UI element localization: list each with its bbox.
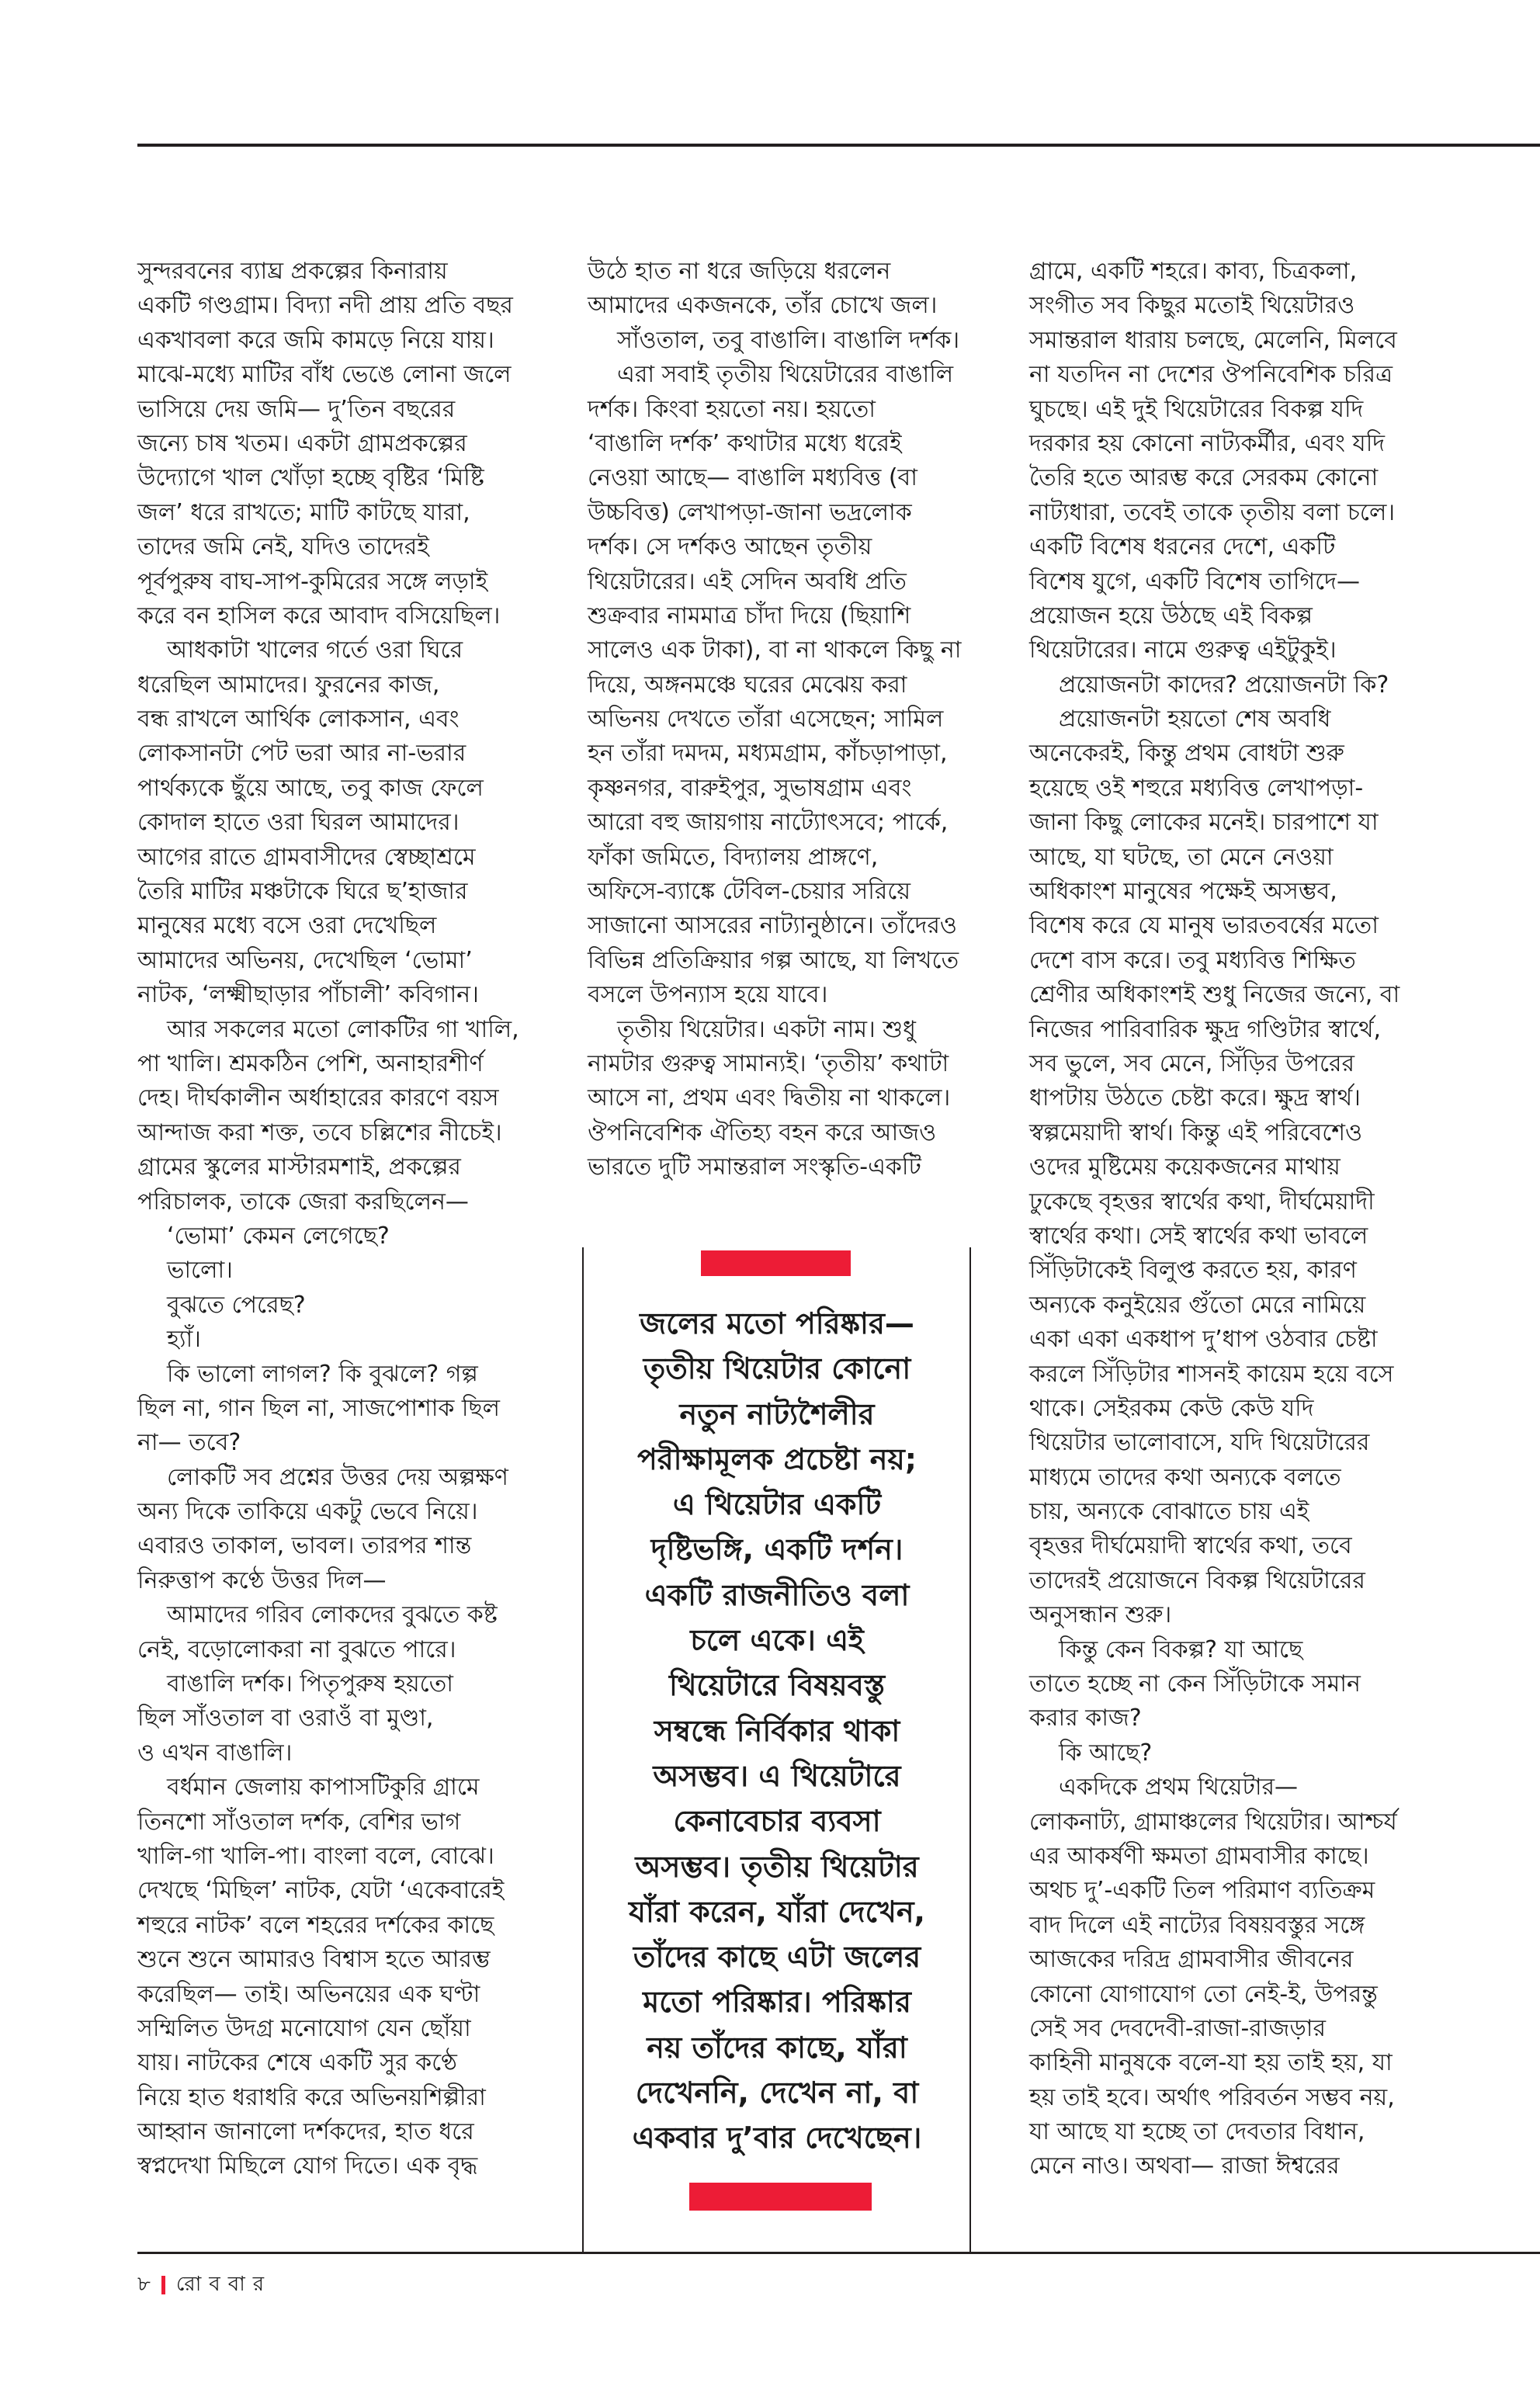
text-line: অন্যকে কনুইয়ের গুঁতো মেরে নামিয়ে — [1029, 1291, 1366, 1319]
text-line: অফিসে-ব্যাঙ্কে টেবিল-চেয়ার সরিয়ে — [588, 878, 911, 906]
text-line: ভাসিয়ে দেয় জমি— দু’তিন বছরের — [137, 395, 456, 423]
footer-red-separator — [161, 2276, 165, 2294]
text-line: বুঝতে পেরেছ? — [167, 1291, 306, 1319]
top-rule — [137, 144, 1540, 147]
text-line: অনেকেরই, কিন্তু প্রথম বোধটা শুরু — [1029, 740, 1344, 768]
text-line: নাটক, ‘লক্ষ্মীছাড়ার পাঁচালী’ কবিগান। — [137, 981, 479, 1009]
text-line: একা একা একধাপ দু’ধাপ ওঠবার চেষ্টা — [1029, 1326, 1378, 1354]
text-line: না যতদিন না দেশের ঔপনিবেশিক চরিত্র — [1029, 361, 1393, 389]
pull-quote-line: মতো পরিষ্কার। পরিষ্কার — [643, 1985, 911, 2020]
text-line: সাজানো আসরের নাট্যানুষ্ঠানে। তাঁদেরও — [588, 912, 957, 940]
text-line: স্বল্পমেয়াদী স্বার্থ। কিন্তু এই পরিবেশেও — [1029, 1118, 1363, 1146]
text-line: থাকে। সেইরকম কেউ কেউ যদি — [1029, 1394, 1314, 1422]
text-line: খালি-গা খালি-পা। বাংলা বলে, বোঝে। — [137, 1842, 494, 1870]
text-line: লোকটি সব প্রশ্নের উত্তর দেয় অল্পক্ষণ — [167, 1463, 508, 1491]
text-line: শ্রেণীর অধিকাংশই শুধু নিজের জন্যে, বা — [1029, 981, 1400, 1009]
text-line: একদিকে প্রথম থিয়েটার— — [1059, 1774, 1299, 1802]
text-line: এবারও তাকাল, ভাবল। তারপর শান্ত — [137, 1532, 472, 1560]
text-line: একখাবলা করে জমি কামড়ে নিয়ে যায়। — [137, 326, 494, 354]
text-line: কি আছে? — [1059, 1739, 1153, 1767]
text-line: তাদেরই প্রয়োজনে বিকল্প থিয়েটারের — [1029, 1566, 1365, 1594]
text-line: করেছিল— তাই। অভিনয়ের এক ঘণ্টা — [137, 1980, 480, 2008]
pull-quote-line: একবার দু’বার দেখেছেন। — [632, 2121, 922, 2155]
text-line: শুক্রবার নামমাত্র চাঁদা দিয়ে (ছিয়াশি — [588, 602, 911, 629]
text-line: লোকনাট্য, গ্রামাঞ্চলের থিয়েটার। আশ্চর্য — [1029, 1808, 1397, 1836]
text-line: বিশেষ করে যে মানুষ ভারতবর্ষের মতো — [1029, 912, 1379, 940]
text-line: বিশেষ যুগে, একটি বিশেষ তাগিদে— — [1029, 567, 1360, 595]
text-line: ‘বাঙালি দর্শক’ কথাটার মধ্যে ধরেই — [588, 429, 902, 457]
text-line: ছিল সাঁওতাল বা ওরাওঁ বা মুণ্ডা, — [137, 1705, 434, 1732]
text-line: মাঝে-মধ্যে মাটির বাঁধ ভেঙে লোনা জলে — [137, 361, 512, 389]
text-line: বর্ধমান জেলায় কাপাসটিকুরি গ্রামে — [167, 1774, 480, 1802]
pull-quote-line: নয় তাঁদের কাছে, যাঁরা — [647, 2030, 907, 2065]
text-line: আসে না, প্রথম এবং দ্বিতীয় না থাকলে। — [588, 1084, 951, 1112]
text-line: কৃষ্ণনগর, বারুইপুর, সুভাষগ্রাম এবং — [588, 774, 912, 802]
pull-quote-line: দৃষ্টিভঙ্গি, একটি দর্শন। — [650, 1532, 904, 1567]
text-line: প্রয়োজন হয়ে উঠছে এই বিকল্প — [1029, 602, 1313, 629]
text-line: লোকসানটা পেট ভরা আর না-ভরার — [137, 740, 467, 768]
text-line: সালেও এক টাকা), বা না থাকলে কিছু না — [588, 636, 962, 664]
text-line: আন্দাজ করা শক্ত, তবে চল্লিশের নীচেই। — [137, 1118, 502, 1146]
text-line: তাতে হচ্ছে না কেন সিঁড়িটাকে সমান — [1029, 1670, 1361, 1698]
text-line: সেই সব দেবদেবী-রাজা-রাজড়ার — [1029, 2014, 1326, 2042]
column-3 — [1029, 255, 1441, 2184]
text-line: আহ্বান জানালো দর্শকদের, হাত ধরে — [137, 2118, 474, 2146]
column-2 — [588, 255, 999, 1185]
text-line: তৈরি মাটির মঞ্চটাকে ঘিরে ছ’হাজার — [137, 878, 468, 906]
text-line: বসলে উপন্যাস হয়ে যাবে। — [588, 981, 828, 1009]
text-line: জন্যে চাষ খতম। একটা গ্রামপ্রকল্পের — [137, 429, 467, 457]
text-line: একটি বিশেষ ধরনের দেশে, একটি — [1029, 533, 1336, 561]
pull-quote-line: অসম্ভব। তৃতীয় থিয়েটার — [635, 1849, 919, 1884]
bottom-rule — [137, 2252, 1540, 2254]
text-line: আমাদের অভিনয়, দেখেছিল ‘ভোমা’ — [137, 946, 473, 974]
text-line: দেহ। দীর্ঘকালীন অর্ধাহারের কারণে বয়স — [137, 1084, 499, 1112]
text-line: থিয়েটারের। নামে গুরুত্ব এইটুকুই। — [1029, 636, 1337, 664]
text-line: সিঁড়িটাকেই বিলুপ্ত করতে হয়, কারণ — [1029, 1257, 1357, 1285]
text-line: পূর্বপুরুষ বাঘ-সাপ-কুমিরের সঙ্গে লড়াই — [137, 567, 488, 595]
text-line: সমান্তরাল ধারায় চলছে, মেলেনি, মিলবে — [1029, 326, 1397, 354]
magazine-name: রোববার — [175, 2273, 272, 2296]
text-line: নিয়ে হাত ধরাধরি করে অভিনয়শিল্পীরা — [137, 2083, 486, 2111]
text-line: নেই, বড়োলোকরা না বুঝতে পারে। — [137, 1635, 456, 1663]
text-line: স্বার্থের কথা। সেই স্বার্থের কথা ভাবলে — [1029, 1222, 1368, 1250]
page-footer — [137, 2268, 272, 2302]
text-line: পরিচালক, তাকে জেরা করছিলেন— — [137, 1188, 469, 1216]
text-line: চায়, অন্যকে বোঝাতে চায় এই — [1029, 1498, 1309, 1526]
text-line: এরা সবাই তৃতীয় থিয়েটারের বাঙালি — [617, 361, 954, 389]
pull-quote-line: থিয়েটারে বিষয়বস্তু — [668, 1668, 886, 1703]
text-line: যায়। নাটকের শেষে একটি সুর কণ্ঠে — [137, 2049, 457, 2077]
text-line: ধাপটায় উঠতে চেষ্টা করে। ক্ষুদ্র স্বার্থ। — [1029, 1084, 1361, 1112]
text-line: আমাদের গরিব লোকদের বুঝতে কষ্ট — [167, 1601, 498, 1629]
text-line: নামটার গুরুত্ব সামান্যই। ‘তৃতীয়’ কথাটা — [588, 1049, 949, 1077]
text-line: বৃহত্তর দীর্ঘমেয়াদী স্বার্থের কথা, তবে — [1029, 1532, 1352, 1560]
text-line: পার্থক্যকে ছুঁয়ে আছে, তবু কাজ ফেলে — [137, 774, 484, 802]
text-line: উদ্যোগে খাল খোঁড়া হচ্ছে বৃষ্টির ‘মিষ্টি — [137, 464, 484, 492]
pull-quote-line: তৃতীয় থিয়েটার কোনো — [643, 1351, 911, 1386]
text-line: উচ্চবিত্ত) লেখাপড়া-জানা ভদ্রলোক — [588, 498, 912, 526]
pull-quote-line: অসম্ভব। এ থিয়েটারে — [653, 1758, 901, 1793]
text-line: মেনে নাও। অথবা— রাজা ঈশ্বরের — [1029, 2152, 1340, 2180]
text-line: আর সকলের মতো লোকটির গা খালি, — [167, 1015, 519, 1043]
text-line: বিভিন্ন প্রতিক্রিয়ার গল্প আছে, যা লিখতে — [588, 946, 959, 974]
pull-quote-line: একটি রাজনীতিও বলা — [644, 1577, 910, 1612]
text-line: কি ভালো লাগল? কি বুঝলে? গল্প — [167, 1360, 478, 1388]
text-line: প্রয়োজনটা কাদের? প্রয়োজনটা কি? — [1059, 671, 1389, 699]
text-line: জল’ ধরে রাখতে; মাটি কাটছে যারা, — [137, 498, 470, 526]
text-line: মাধ্যমে তাদের কথা অন্যকে বলতে — [1029, 1463, 1341, 1491]
pull-quote-line: চলে একে। এই — [690, 1623, 864, 1658]
pull-quote-line: সম্বন্ধে নির্বিকার থাকা — [654, 1713, 900, 1748]
text-line: বন্ধ রাখলে আর্থিক লোকসান, এবং — [137, 706, 460, 734]
text-line: সব ভুলে, সব মেনে, সিঁড়ির উপরের — [1029, 1049, 1355, 1077]
pull-quote-bottom-red-bar — [689, 2183, 872, 2211]
pull-quote-right-divider — [969, 1247, 971, 2253]
pull-quote-line: তাঁদের কাছে এটা জলের — [633, 1940, 921, 1975]
text-line: বাদ দিলে এই নাট্যের বিষয়বস্তুর সঙ্গে — [1029, 1911, 1365, 1939]
text-line: নিরুত্তাপ কণ্ঠে উত্তর দিল— — [137, 1566, 387, 1594]
text-line: কোদাল হাতে ওরা ঘিরল আমাদের। — [137, 809, 460, 837]
text-line: দেশে বাস করে। তবু মধ্যবিত্ত শিক্ষিত — [1029, 946, 1356, 974]
text-line: দর্শক। কিংবা হয়তো নয়। হয়তো — [588, 395, 876, 423]
text-line: অধিকাংশ মানুষের পক্ষেই অসম্ভব, — [1029, 878, 1337, 906]
text-line: হ্যাঁ। — [167, 1326, 201, 1354]
pull-quote-line: এ থিয়েটার একটি — [672, 1487, 882, 1522]
text-line: স্বপ্নদেখা মিছিলে যোগ দিতে। এক বৃদ্ধ — [137, 2152, 478, 2180]
text-line: ঢুকেছে বৃহত্তর স্বার্থের কথা, দীর্ঘমেয়াদী — [1029, 1188, 1375, 1216]
text-line: অথচ দু’-একটি তিল পরিমাণ ব্যতিক্রম — [1029, 1877, 1375, 1905]
pull-quote-line: যাঁরা করেন, যাঁরা দেখেন, — [629, 1894, 925, 1929]
text-line: না— তবে? — [137, 1429, 241, 1457]
text-line: জানা কিছু লোকের মনেই। চারপাশে যা — [1029, 809, 1379, 837]
text-line: সংগীত সব কিছুর মতোই থিয়েটারও — [1029, 292, 1355, 320]
text-line: তৃতীয় থিয়েটার। একটা নাম। শুধু — [617, 1015, 916, 1043]
pull-quote-top-red-bar — [701, 1250, 851, 1276]
text-line: থিয়েটার ভালোবাসে, যদি থিয়েটারের — [1029, 1429, 1370, 1457]
text-line: ছিল না, গান ছিল না, সাজপোশাক ছিল — [137, 1394, 501, 1422]
text-line: আছে, যা ঘটছে, তা মেনে নেওয়া — [1029, 843, 1334, 871]
text-line: গ্রামে, একটি শহরে। কাব্য, চিত্রকলা, — [1029, 258, 1358, 285]
text-line: মানুষের মধ্যে বসে ওরা দেখেছিল — [137, 912, 437, 940]
text-line: আমাদের একজনকে, তাঁর চোখে জল। — [588, 292, 938, 320]
text-line: করে বন হাসিল করে আবাদ বসিয়েছিল। — [137, 602, 501, 629]
text-line: আগের রাতে গ্রামবাসীদের স্বেচ্ছাশ্রমে — [137, 843, 476, 871]
text-line: এর আকর্ষণী ক্ষমতা গ্রামবাসীর কাছে। — [1029, 1842, 1369, 1870]
text-line: কাহিনী মানুষকে বলে-যা হয় তাই হয়, যা — [1029, 2049, 1393, 2077]
text-line: তৈরি হতে আরম্ভ করে সেরকম কোনো — [1029, 464, 1379, 492]
text-line: সুন্দরবনের ব্যাঘ্র প্রকল্পের কিনারায় — [137, 258, 448, 285]
text-line: করার কাজ? — [1029, 1705, 1142, 1732]
text-line: ওদের মুষ্টিমেয় কয়েকজনের মাথায় — [1029, 1153, 1341, 1181]
text-line: উঠে হাত না ধরে জড়িয়ে ধরলেন — [588, 258, 891, 285]
text-line: ধরেছিল আমাদের। ফুরনের কাজ, — [137, 671, 440, 699]
pull-quote-left-divider — [582, 1247, 584, 2253]
text-line: অনুসন্ধান শুরু। — [1029, 1601, 1172, 1629]
column-1 — [137, 255, 549, 2184]
pull-quote-line: পরীক্ষামূলক প্রচেষ্টা নয়; — [636, 1441, 917, 1476]
text-line: একটি গণ্ডগ্রাম। বিদ্যা নদী প্রায় প্রতি বছর — [137, 292, 513, 320]
text-line: ঔপনিবেশিক ঐতিহ্য বহন করে আজও — [588, 1118, 937, 1146]
text-line: তাদের জমি নেই, যদিও তাদেরই — [137, 533, 429, 561]
text-line: নেওয়া আছে— বাঙালি মধ্যবিত্ত (বা — [588, 464, 917, 492]
text-line: ফাঁকা জমিতে, বিদ্যালয় প্রাঙ্গণে, — [588, 843, 879, 871]
text-line: কিন্তু কেন বিকল্প? যা আছে — [1059, 1635, 1303, 1663]
text-line: আজকের দরিদ্র গ্রামবাসীর জীবনের — [1029, 1946, 1354, 1974]
text-line: অন্য দিকে তাকিয়ে একটু ভেবে নিয়ে। — [137, 1498, 478, 1526]
text-line: নিজের পারিবারিক ক্ষুদ্র গণ্ডিটার স্বার্থে, — [1029, 1015, 1382, 1043]
pull-quote-line: কেনাবেচার ব্যবসা — [673, 1804, 881, 1839]
text-line: যা আছে যা হচ্ছে তা দেবতার বিধান, — [1029, 2118, 1365, 2146]
text-line: হয়েছে ওই শহুরে মধ্যবিত্ত লেখাপড়া- — [1029, 774, 1364, 802]
text-line: কোনো যোগাযোগ তো নেই-ই, উপরন্তু — [1029, 1980, 1378, 2008]
text-line: তিনশো সাঁওতাল দর্শক, বেশির ভাগ — [137, 1808, 461, 1836]
text-line: দিয়ে, অঙ্গনমঞ্চে ঘরের মেঝেয় করা — [588, 671, 907, 699]
pull-quote-line: নতুন নাট্যশৈলীর — [679, 1396, 875, 1431]
text-line: সম্মিলিত উদগ্র মনোযোগ যেন ছোঁয়া — [137, 2014, 471, 2042]
text-line: গ্রামের স্কুলের মাস্টারমশাই, প্রকল্পের — [137, 1153, 461, 1181]
text-line: দরকার হয় কোনো নাট্যকর্মীর, এবং যদি — [1029, 429, 1386, 457]
text-line: ভালো। — [167, 1257, 233, 1285]
text-line: প্রয়োজনটা হয়তো শেষ অবধি — [1059, 706, 1331, 734]
text-line: আধকাটা খালের গর্তে ওরা ঘিরে — [167, 636, 463, 664]
text-line: থিয়েটারের। এই সেদিন অবধি প্রতি — [588, 567, 907, 595]
text-line: ভারতে দুটি সমান্তরাল সংস্কৃতি-একটি — [588, 1153, 921, 1181]
text-line: শহুরে নাটক’ বলে শহরের দর্শকের কাছে — [137, 1911, 494, 1939]
text-line: ও এখন বাঙালি। — [137, 1739, 293, 1767]
text-line: ‘ভোমা’ কেমন লেগেছে? — [167, 1222, 390, 1250]
text-line: করলে সিঁড়িটার শাসনই কায়েম হয়ে বসে — [1029, 1360, 1394, 1388]
text-line: নাট্যধারা, তবেই তাকে তৃতীয় বলা চলে। — [1029, 498, 1396, 526]
text-line: অভিনয় দেখতে তাঁরা এসেছেন; সামিল — [588, 706, 944, 734]
text-line: দর্শক। সে দর্শকও আছেন তৃতীয় — [588, 533, 872, 561]
pull-quote-line: দেখেননি, দেখেন না, বা — [635, 2076, 919, 2110]
text-line: হয় তাই হবে। অর্থাৎ পরিবর্তন সম্ভব নয়, — [1029, 2083, 1395, 2111]
text-line: শুনে শুনে আমারও বিশ্বাস হতে আরম্ভ — [137, 1946, 491, 1974]
text-line: পা খালি। শ্রমকঠিন পেশি, অনাহারশীর্ণ — [137, 1049, 484, 1077]
text-line: বাঙালি দর্শক। পিতৃপুরুষ হয়তো — [167, 1670, 453, 1698]
text-line: দেখছে ‘মিছিল’ নাটক, যেটা ‘একেবারেই — [137, 1877, 505, 1905]
text-line: হন তাঁরা দমদম, মধ্যমগ্রাম, কাঁচড়াপাড়া, — [588, 740, 948, 768]
text-line: সাঁওতাল, তবু বাঙালি। বাঙালি দর্শক। — [617, 326, 960, 354]
text-line: ঘুচছে। এই দুই থিয়েটারের বিকল্প যদি — [1029, 395, 1364, 423]
pull-quote-line: জলের মতো পরিষ্কার— — [640, 1306, 914, 1340]
text-line: আরো বহু জায়গায় নাট্যোৎসবে; পার্কে, — [588, 809, 949, 837]
page-number: ৮ — [137, 2273, 151, 2296]
pull-quote — [586, 1301, 968, 2161]
